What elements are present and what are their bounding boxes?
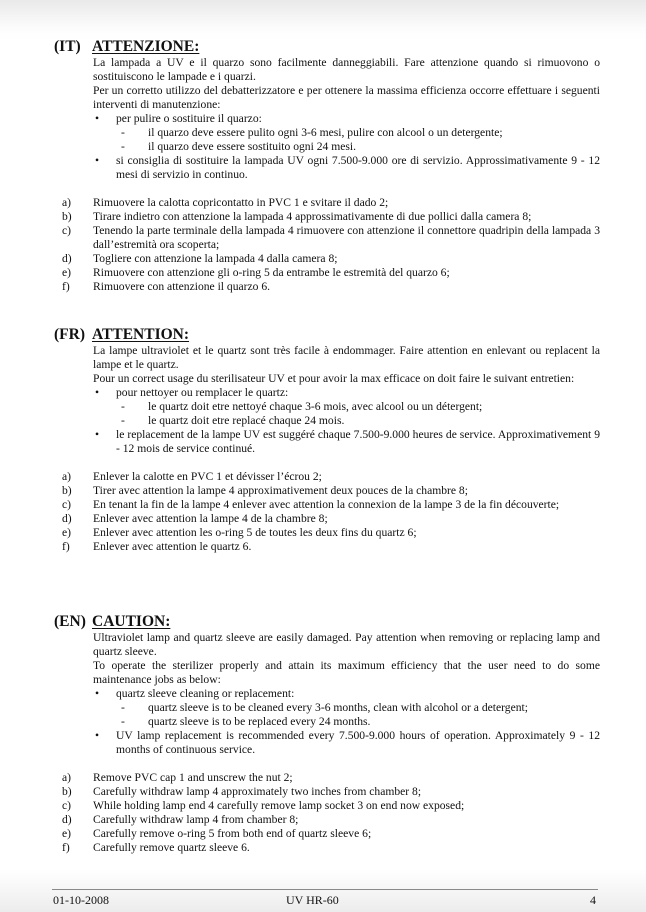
dash-icon: - bbox=[121, 715, 125, 728]
step-text: Carefully remove quartz sleeve 6. bbox=[93, 841, 250, 854]
step-text: Enlever la calotte en PVC 1 et dévisser l’écrou 2; bbox=[93, 470, 322, 483]
sub-text: il quarzo deve essere pulito ogni 3-6 mesi, pulire con alcool o un detergente; bbox=[148, 126, 503, 139]
language-code: (IT) bbox=[54, 38, 81, 55]
step-item bbox=[62, 484, 600, 498]
step-label: a) bbox=[62, 470, 72, 483]
step-list bbox=[62, 771, 600, 855]
section-heading bbox=[54, 326, 189, 344]
step-label: b) bbox=[62, 210, 72, 223]
section-body bbox=[62, 631, 600, 855]
step-label: e) bbox=[62, 526, 72, 539]
step-label: b) bbox=[62, 785, 72, 798]
dash-icon: - bbox=[121, 140, 125, 153]
step-text: Tenendo la parte terminale della lampada 4 rimuovere con attenzione il connettore quadripin della lampada 3 dall’estremità ora scoperta; bbox=[93, 224, 600, 251]
section-heading bbox=[54, 613, 170, 631]
sub-item bbox=[121, 715, 600, 729]
step-label: b) bbox=[62, 484, 72, 497]
language-code: (FR) bbox=[54, 326, 85, 343]
bullet-list bbox=[93, 112, 600, 182]
bullet-text: pour nettoyer ou remplacer le quartz: bbox=[116, 386, 289, 399]
intro-paragraph: La lampada a UV e il quarzo sono facilmente danneggiabili. Fare attenzione quando si rimuovono o sostituiscono le lampade e i quarzi. bbox=[93, 56, 600, 83]
step-label: f) bbox=[62, 280, 70, 293]
step-label: f) bbox=[62, 540, 70, 553]
dash-icon: - bbox=[121, 126, 125, 139]
intro-paragraph: La lampe ultraviolet et le quartz sont très facile à endommager. Faire attention en enlevant ou replacent la lampe et le quartz. bbox=[93, 344, 600, 371]
section-heading bbox=[54, 38, 199, 56]
step-list bbox=[62, 470, 600, 554]
dash-icon: - bbox=[121, 414, 125, 427]
section-title: ATTENTION: bbox=[92, 326, 190, 343]
intro-paragraph: Ultraviolet lamp and quartz sleeve are easily damaged. Pay attention when removing or replacing lamp and quartz sleeve. bbox=[93, 631, 600, 658]
step-label: f) bbox=[62, 841, 70, 854]
step-item bbox=[62, 252, 600, 266]
step-label: e) bbox=[62, 827, 72, 840]
step-item bbox=[62, 266, 600, 280]
step-item bbox=[62, 470, 600, 484]
step-text: Togliere con attenzione la lampada 4 dalla camera 8; bbox=[93, 252, 338, 265]
section-body bbox=[62, 56, 600, 294]
step-label: a) bbox=[62, 196, 72, 209]
step-item bbox=[62, 526, 600, 540]
step-label: a) bbox=[62, 771, 72, 784]
sub-item bbox=[121, 140, 600, 154]
section-body bbox=[62, 344, 600, 554]
intro-paragraph-2: Per un corretto utilizzo del debatterizzatore e per ottenere la massima efficienza occorre effettuare i seguenti interventi di manutenzione: bbox=[93, 84, 600, 111]
step-text: Enlever avec attention les o-ring 5 de toutes les deux fins du quartz 6; bbox=[93, 526, 417, 539]
step-label: d) bbox=[62, 813, 72, 826]
sub-item bbox=[121, 126, 600, 140]
step-item bbox=[62, 540, 600, 554]
step-item bbox=[62, 512, 600, 526]
language-code: (EN) bbox=[54, 613, 86, 630]
step-text: Tirare indietro con attenzione la lampada 4 approssimativamente di due pollici dalla camera 8; bbox=[93, 210, 532, 223]
dash-icon: - bbox=[121, 701, 125, 714]
section-title: CAUTION: bbox=[92, 613, 171, 630]
step-text: Carefully remove o-ring 5 from both end of quartz sleeve 6; bbox=[93, 827, 372, 840]
bullet-icon: • bbox=[95, 386, 100, 399]
step-label: c) bbox=[62, 799, 72, 812]
bullet-icon: • bbox=[95, 428, 100, 441]
step-item bbox=[62, 224, 600, 252]
footer-divider bbox=[52, 889, 598, 890]
sub-item bbox=[121, 400, 600, 414]
step-item bbox=[62, 799, 600, 813]
bullet-text: per pulire o sostituire il quarzo: bbox=[116, 112, 262, 125]
bullet-list bbox=[93, 386, 600, 456]
bullet-item bbox=[93, 687, 600, 729]
step-list bbox=[62, 196, 600, 294]
step-text: While holding lamp end 4 carefully remove lamp socket 3 on end now exposed; bbox=[93, 799, 465, 812]
footer-date: 01-10-2008 bbox=[53, 893, 109, 907]
bullet-icon: • bbox=[95, 154, 100, 167]
step-item bbox=[62, 827, 600, 841]
step-item bbox=[62, 498, 600, 512]
bullet-list bbox=[93, 687, 600, 757]
bullet-item bbox=[93, 112, 600, 154]
step-item bbox=[62, 841, 600, 855]
step-label: c) bbox=[62, 498, 72, 511]
step-text: Rimuovere la calotta copricontatto in PVC 1 e svitare il dado 2; bbox=[93, 196, 389, 209]
bullet-text: UV lamp replacement is recommended every 7.500-9.000 hours of operation. Approximately 9 - 12 months of continuous service. bbox=[116, 729, 600, 756]
sub-item bbox=[121, 414, 600, 428]
step-text: Carefully withdraw lamp 4 approximately two inches from chamber 8; bbox=[93, 785, 422, 798]
bullet-icon: • bbox=[95, 729, 100, 742]
bullet-item bbox=[93, 729, 600, 757]
step-text: Remove PVC cap 1 and unscrew the nut 2; bbox=[93, 771, 293, 784]
bullet-icon: • bbox=[95, 687, 100, 700]
footer-model: UV HR-60 bbox=[286, 893, 339, 907]
step-text: Tirer avec attention la lampe 4 approximativement deux pouces de la chambre 8; bbox=[93, 484, 468, 497]
bullet-text: si consiglia di sostituire la lampada UV ogni 7.500-9.000 ore di servizio. Approssimativamente 9 - 12 mesi di servizio in continuo. bbox=[116, 154, 600, 181]
step-item bbox=[62, 280, 600, 294]
sub-text: le quartz doit etre replacé chaque 24 mois. bbox=[148, 414, 345, 427]
bullet-icon: • bbox=[95, 112, 100, 125]
bullet-item bbox=[93, 428, 600, 456]
sub-text: le quartz doit etre nettoyé chaque 3-6 mois, avec alcool ou un détergent; bbox=[148, 400, 483, 413]
sub-text: il quarzo deve essere sostituito ogni 24 mesi. bbox=[148, 140, 357, 153]
step-label: d) bbox=[62, 512, 72, 525]
bullet-text: quartz sleeve cleaning or replacement: bbox=[116, 687, 295, 700]
intro-paragraph-2: To operate the sterilizer properly and attain its maximum efficiency that the user need to do some maintenance jobs as below: bbox=[93, 659, 600, 686]
section-title: ATTENZIONE: bbox=[92, 38, 200, 55]
step-text: Carefully withdraw lamp 4 from chamber 8; bbox=[93, 813, 299, 826]
step-item bbox=[62, 813, 600, 827]
step-text: Enlever avec attention le quartz 6. bbox=[93, 540, 252, 553]
page-number: 4 bbox=[590, 893, 596, 907]
step-item bbox=[62, 771, 600, 785]
dash-icon: - bbox=[121, 400, 125, 413]
step-item bbox=[62, 196, 600, 210]
bullet-item bbox=[93, 386, 600, 428]
sub-text: quartz sleeve is to be cleaned every 3-6 months, clean with alcohol or a detergent; bbox=[148, 701, 528, 714]
step-text: Enlever avec attention la lampe 4 de la chambre 8; bbox=[93, 512, 328, 525]
step-text: Rimuovere con attenzione gli o-ring 5 da entrambe le estremità del quarzo 6; bbox=[93, 266, 450, 279]
step-text: Rimuovere con attenzione il quarzo 6. bbox=[93, 280, 271, 293]
sub-text: quartz sleeve is to be replaced every 24 months. bbox=[148, 715, 371, 728]
intro-paragraph-2: Pour un correct usage du sterilisateur UV et pour avoir la max efficace on doit faire le suivant entretien: bbox=[93, 372, 575, 385]
step-label: c) bbox=[62, 224, 72, 237]
step-item bbox=[62, 210, 600, 224]
bullet-text: le replacement de la lampe UV est suggéré chaque 7.500-9.000 heures de service. Approximativement 9 - 12 mois de service continué. bbox=[116, 428, 600, 455]
step-label: e) bbox=[62, 266, 72, 279]
step-text: En tenant la fin de la lampe 4 enlever avec attention la connexion de la lampe 3 de la fin découverte; bbox=[93, 498, 560, 511]
bullet-item bbox=[93, 154, 600, 182]
step-label: d) bbox=[62, 252, 72, 265]
sub-item bbox=[121, 701, 600, 715]
step-item bbox=[62, 785, 600, 799]
